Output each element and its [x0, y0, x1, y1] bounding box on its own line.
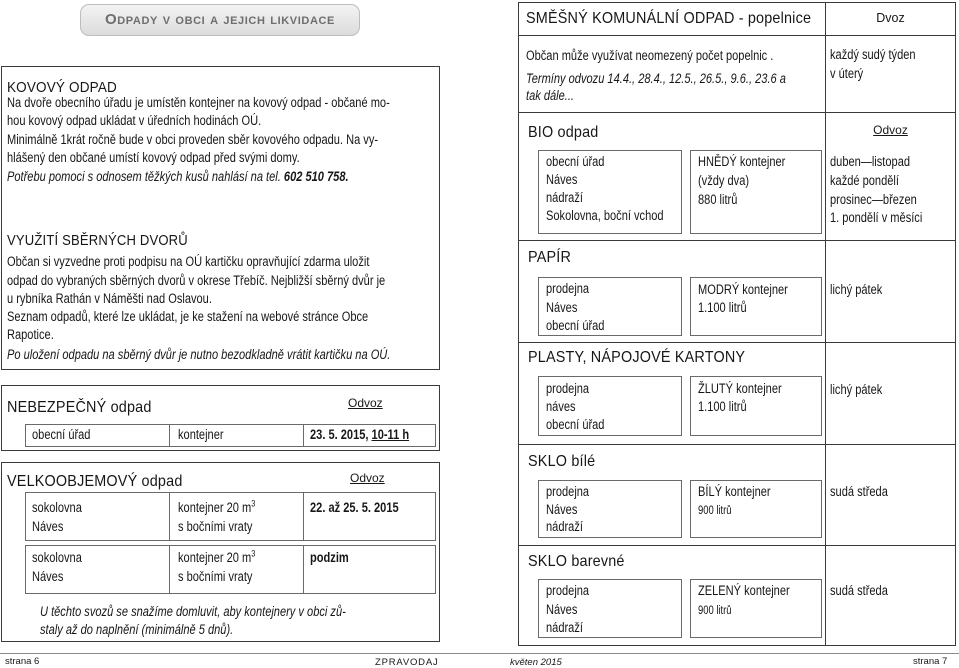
- bio-collection: 1. pondělí v měsíci: [830, 210, 923, 225]
- plastics-heading: PLASTY, NÁPOJOVÉ KARTONY: [528, 349, 746, 366]
- collection-label: Odvoz: [350, 471, 385, 485]
- bio-place: obecní úřad: [546, 154, 605, 169]
- help-text: Potřebu pomoci s odnosem těžkých kusů nahlásí na tel.: [7, 169, 281, 184]
- plastics-place: obecní úřad: [546, 417, 605, 432]
- metal-waste-heading: KOVOVÝ ODPAD: [7, 79, 117, 96]
- bio-container: (vždy dva): [698, 173, 750, 188]
- cubic-superscript: 3: [251, 548, 256, 559]
- bio-place: nádraží: [546, 190, 583, 205]
- plastics-container: ŽLUTÝ kontejner: [698, 381, 782, 396]
- plastics-place: prodejna: [546, 381, 590, 396]
- bio-collection: duben—listopad: [830, 154, 911, 169]
- bulky-place: Náves: [32, 519, 64, 534]
- collection-yards-note: Po uložení odpadu na sběrný dvůr je nutno bezodkladně vrátit kartičku na OÚ.: [7, 347, 391, 362]
- publication-name: ZPRAVODAJ: [375, 657, 439, 668]
- paper-container: MODRÝ kontejner: [698, 282, 788, 297]
- hazardous-waste-heading: NEBEZPEČNÝ odpad: [7, 399, 152, 416]
- paper-place: prodejna: [546, 281, 590, 296]
- page-title: Odpady v obci a jejich likvidace: [105, 11, 335, 28]
- collection-column-divider: [825, 2, 826, 646]
- bulky-container-text: kontejner 20 m: [178, 500, 252, 515]
- collection-yards-text-line: Občan si vyzvedne proti podpisu na OÚ kartičku opravňující zdarma uložit: [7, 254, 370, 269]
- metal-waste-text-line: Na dvoře obecního úřadu je umístěn kontejner na kovový odpad - občané mo-: [7, 95, 390, 110]
- collection-column-header: Dvoz: [876, 11, 905, 25]
- metal-waste-text-line: Minimálně 1krát ročně bude v obci proveden sběr kovového odpadu. Na vy-: [7, 132, 379, 147]
- bulky-note-line: staly až do naplnění (minimálně 5 dnů).: [40, 622, 234, 637]
- white-glass-place: Náves: [546, 502, 578, 517]
- mixed-waste-heading: SMĚŠNÝ KOMUNÁLNÍ ODPAD - popelnice: [526, 10, 812, 27]
- paper-place: Náves: [546, 300, 578, 315]
- colored-glass-place: nádraží: [546, 620, 583, 635]
- white-glass-collection: sudá středa: [830, 484, 888, 499]
- plastics-container: 1.100 litrů: [698, 399, 747, 414]
- bio-collection: prosinec—březen: [830, 192, 917, 207]
- metal-waste-help-line: [7, 168, 349, 186]
- mixed-waste-collection: každý sudý týden: [830, 47, 916, 62]
- bulky-note-line: U těchto svozů se snažíme domluvit, aby kontejnery v obci zů-: [40, 604, 346, 619]
- mixed-waste-text: Občan může využívat neomezený počet popelnic .: [526, 48, 774, 63]
- bulky-container: [178, 549, 255, 567]
- collection-yards-heading: VYUŽITÍ SBĚRNÝCH DVORŮ: [7, 233, 188, 249]
- white-glass-place: nádraží: [546, 519, 583, 534]
- hazardous-date: [310, 426, 409, 444]
- collection-yards-text-line: Rapotice.: [7, 327, 54, 342]
- bulky-place: Náves: [32, 569, 64, 584]
- page-title-box: [80, 4, 360, 36]
- collection-yards-text-line: Seznam odpadů, které lze ukládat, je ke stažení na webové stránce Obce: [7, 309, 369, 324]
- bio-place: Náves: [546, 172, 578, 187]
- hazardous-place: obecní úřad: [32, 427, 91, 442]
- mixed-waste-schedule-line: Termíny odvozu 14.4., 28.4., 12.5., 26.5., 9.6., 23.6 a: [526, 71, 786, 86]
- metal-waste-text-line: hou kovový odpad ukládat v úředních hodinách OÚ.: [7, 113, 262, 128]
- bulky-container-text: kontejner 20 m: [178, 550, 252, 565]
- bio-collection: každé pondělí: [830, 173, 899, 188]
- paper-place: obecní úřad: [546, 318, 605, 333]
- bulky-waste-heading: VELKOOBJEMOVÝ odpad: [7, 473, 183, 490]
- white-glass-container: 900 litrů: [698, 505, 732, 517]
- bulky-place: sokolovna: [32, 500, 82, 515]
- bio-waste-heading: BIO odpad: [528, 124, 599, 141]
- bulky-container-detail: s bočními vraty: [178, 519, 253, 534]
- colored-glass-container: ZELENÝ kontejner: [698, 583, 790, 598]
- footer-rule: [0, 653, 959, 654]
- colored-glass-collection: sudá středa: [830, 583, 888, 598]
- colored-glass-place: prodejna: [546, 583, 590, 598]
- bio-place: Sokolovna, boční vchod: [546, 208, 664, 223]
- left-page-number: strana 6: [5, 656, 40, 667]
- hazardous-date-day: 23. 5. 2015,: [310, 427, 372, 442]
- white-glass-container: BÍLÝ kontejner: [698, 484, 771, 499]
- plastics-place: náves: [546, 399, 576, 414]
- bulky-container-detail: s bočními vraty: [178, 569, 253, 584]
- issue-date: květen 2015: [510, 657, 562, 668]
- white-glass-heading: SKLO bílé: [528, 453, 596, 470]
- collection-yards-text-line: u rybníka Rathán v Náměšti nad Oslavou.: [7, 291, 212, 306]
- hazardous-date-time: 10-11 h: [371, 427, 410, 442]
- white-glass-place: prodejna: [546, 484, 590, 499]
- cubic-superscript: 3: [251, 498, 256, 509]
- bio-container: 880 litrů: [698, 192, 738, 207]
- collection-label: Odvoz: [348, 396, 383, 410]
- bulky-place: sokolovna: [32, 550, 82, 565]
- paper-collection: lichý pátek: [830, 282, 883, 297]
- paper-container: 1.100 litrů: [698, 300, 747, 315]
- bio-container: HNĚDÝ kontejner: [698, 154, 786, 169]
- collection-yards-text-line: odpad do vybraných sběrných dvorů v okrese Třebíč. Nejbližší sběrný dvůr je: [7, 273, 386, 288]
- collection-label: Odvoz: [873, 123, 908, 137]
- right-page-number: strana 7: [913, 656, 948, 667]
- bulky-container: [178, 499, 255, 517]
- bulky-date: 22. až 25. 5. 2015: [310, 500, 399, 515]
- colored-glass-heading: SKLO barevné: [528, 553, 625, 570]
- bulky-date: podzim: [310, 550, 349, 565]
- colored-glass-place: Náves: [546, 602, 578, 617]
- phone-number: 602 510 758.: [283, 169, 349, 184]
- plastics-collection: lichý pátek: [830, 382, 883, 397]
- metal-waste-text-line: hlášený den občané umístí kovový odpad před svými domy.: [7, 150, 300, 165]
- mixed-waste-schedule-line: tak dále...: [526, 88, 575, 103]
- paper-heading: PAPÍR: [528, 249, 572, 266]
- colored-glass-container: 900 litrů: [698, 605, 732, 617]
- mixed-waste-collection: v úterý: [830, 66, 864, 81]
- hazardous-container: kontejner: [178, 427, 224, 442]
